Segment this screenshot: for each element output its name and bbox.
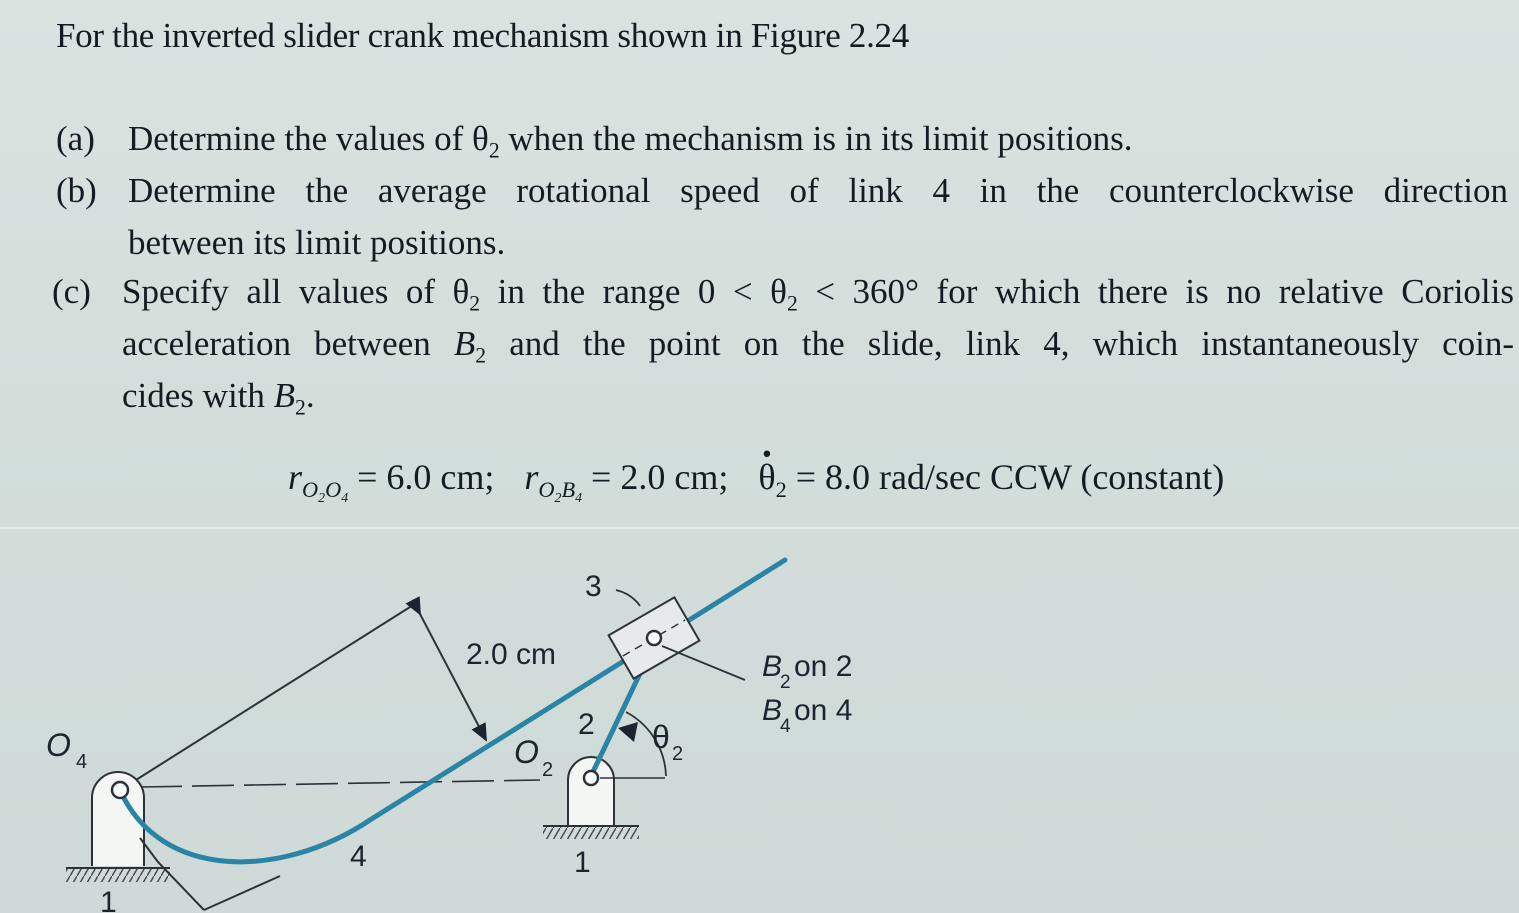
link-4-slide [120, 560, 785, 862]
part-b-line-1: Determine the average rotational speed of link 4 in the counterclockwise direction [128, 171, 1508, 210]
b2-label: B [762, 650, 783, 683]
b4-rest: on 4 [794, 694, 853, 727]
offset-dimension-arrow [420, 614, 486, 740]
theta-arrowhead [618, 722, 638, 742]
part-c-line-1: Specify all values of $\theta_2$ in the range $0 < \theta_2 < 360^\circ$ for which there is no relative Coriolis [122, 272, 1514, 316]
ground-pivot-o2 [568, 757, 614, 825]
part-c-line-2: acceleration between $B_2$ and the point on the slide, link 4, which instantaneously coin- [122, 324, 1514, 368]
part-b-label: (b) [56, 171, 97, 210]
reference-line [140, 780, 540, 787]
part-a-label: (a) [56, 119, 95, 158]
part-b-line-2: between its limit positions. [128, 223, 506, 262]
theta-sub: 2 [672, 743, 684, 765]
pin-b [647, 631, 661, 645]
problem-title: For the inverted slider crank mechanism shown in Figure 2.24 [56, 16, 909, 55]
ground-hatch-left [66, 868, 170, 882]
b2-rest: on 2 [794, 650, 853, 683]
ground-label: 1 [574, 846, 591, 879]
theta-label: θ [652, 719, 670, 755]
ground-hatch-right [543, 826, 639, 839]
part-a-text: Determine the values of $\theta_2$ when the mechanism is in its limit positions. [128, 119, 1133, 163]
link-3-label: 3 [585, 570, 602, 603]
b4-sub: 4 [780, 716, 791, 737]
dimension-label: 2.0 cm [466, 638, 557, 671]
link-2-label: 2 [578, 708, 595, 741]
o4-sub: 4 [76, 751, 88, 773]
b2-sub: 2 [780, 672, 791, 693]
b4-label: B [762, 694, 783, 727]
link-4-label: 4 [350, 840, 367, 873]
o2-label: O [514, 734, 539, 770]
pin-o4 [112, 782, 128, 798]
link-3-leader [616, 590, 640, 606]
o2-sub: 2 [542, 759, 554, 781]
offset-line [128, 602, 418, 785]
part-c-label: (c) [52, 272, 91, 311]
ground-support-bottom [204, 876, 280, 910]
ground-label-left: 1 [100, 886, 117, 913]
pin-o2 [584, 771, 598, 785]
o4-label: O [46, 727, 71, 763]
given-values: $r_{O_2O_4} = 6.0$ cm; $r_{O_2B_4} = 2.0$ cm;· $\theta_2 = 8.0$ rad/sec CCW (constant) [288, 456, 1224, 498]
part-c-line-3: cides with $B_2$. [122, 376, 315, 420]
b-leader [662, 646, 745, 680]
